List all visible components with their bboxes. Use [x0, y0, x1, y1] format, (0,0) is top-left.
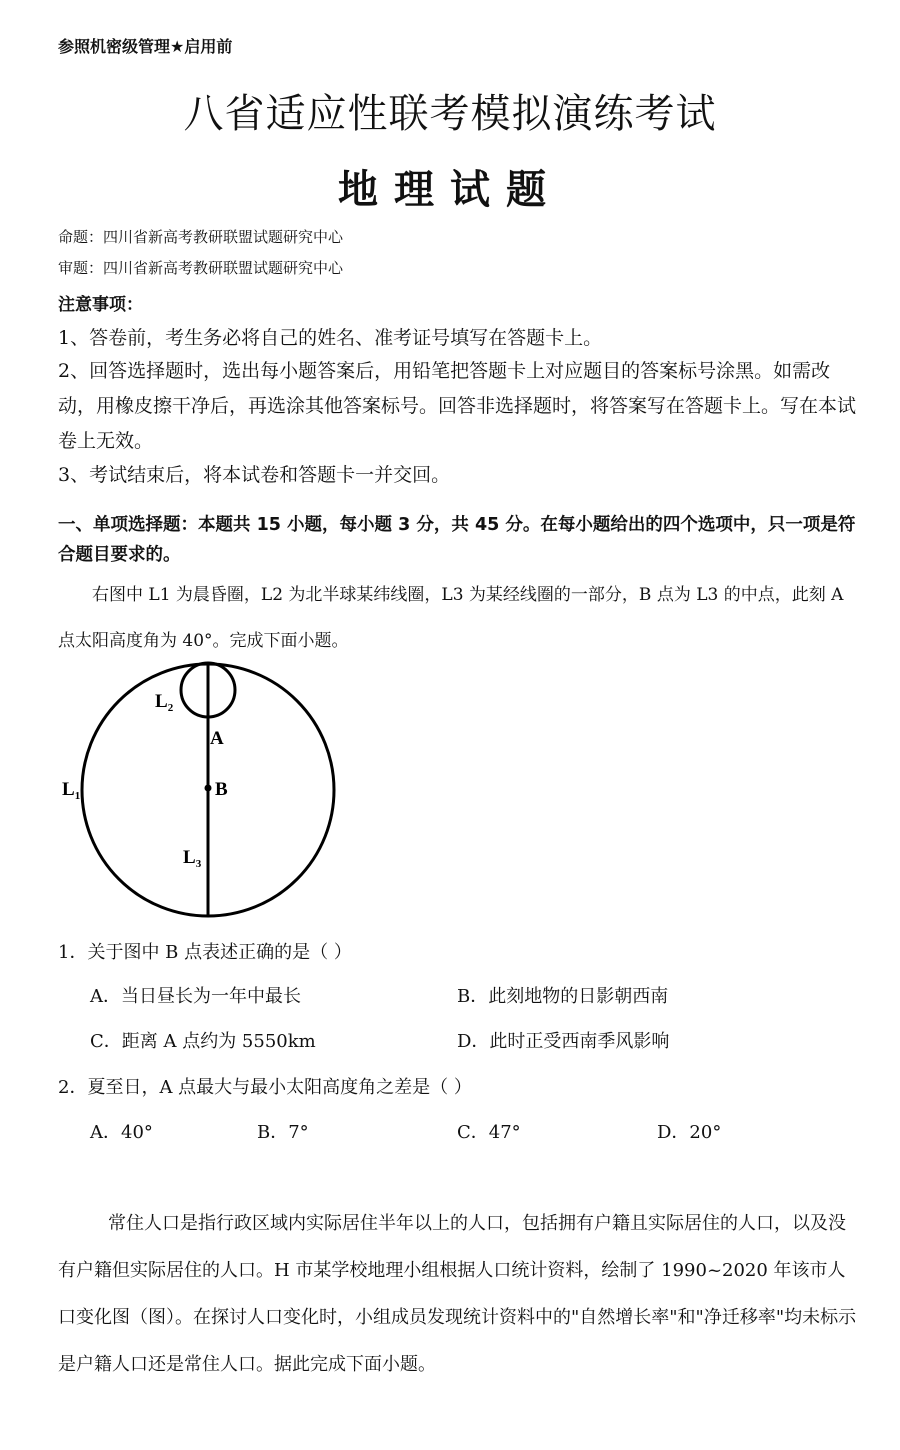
notice-item-2: 2、回答选择题时，选出每小题答案后，用铅笔把答题卡上对应题目的答案标号涂黑。如需改动，用橡皮擦干净后，再选涂其他答案标号。回答非选择题时，将答案写在答题卡上。写在本试卷上无效。	[58, 360, 857, 452]
question-intro	[58, 572, 858, 664]
exam-subject: 地理试题	[338, 167, 562, 213]
label-b: B	[215, 779, 228, 800]
notice-item-1: 1、答卷前，考生务必将自己的姓名、准考证号填写在答题卡上。	[58, 327, 603, 349]
question-1-option-a: A．当日昼长为一年中最长	[90, 986, 301, 1007]
section-heading: 一、单项选择题：本题共 15 小题，每小题 3 分，共 45 分。在每小题给出的四个选项中，只一项是符合题目要求的。	[58, 515, 856, 565]
population-passage-text: 常住人口是指行政区域内实际居住半年以上的人口，包括拥有户籍且实际居住的人口，以及没有户籍但实际居住的人口。H 市某学校地理小组根据人口统计资料，绘制了 1990~2020 年该市人口变化图（图）。在探讨人口变化时，小组成员发现统计资料中的"自然增长率"和"净迁移率"均未标示是户籍人口还是常住人口。据此完成下面小题。	[58, 1213, 857, 1375]
point-b-dot	[205, 785, 212, 792]
label-l3: $L_3$	[183, 847, 202, 870]
confidential-mark: 参照机密级管理★启用前	[58, 37, 233, 56]
exam-title: 八省适应性联考模拟演练考试	[183, 91, 717, 137]
label-l2: $L_2$	[155, 691, 174, 714]
reviewer-line: 审题：四川省新高考教研联盟试题研究中心	[58, 259, 344, 277]
population-passage	[58, 1200, 858, 1388]
question-1-stem: 1．关于图中 B 点表述正确的是（ ）	[58, 942, 352, 963]
daylight-circle-diagram	[55, 655, 355, 925]
question-1-option-d: D．此时正受西南季风影响	[457, 1031, 670, 1052]
question-intro-text: 右图中 L1 为晨昏圈，L2 为北半球某纬线圈，L3 为某经线圈的一部分，B 点为 L3 的中点，此刻 A 点太阳高度角为 40°。完成下面小题。	[58, 585, 844, 651]
question-2-stem: 2．夏至日，A 点最大与最小太阳高度角之差是（ ）	[58, 1077, 472, 1098]
notice-item-3: 3、考试结束后，将本试卷和答题卡一并交回。	[58, 464, 451, 486]
label-l1: $L_1$	[62, 779, 81, 802]
question-1-option-c: C．距离 A 点约为 5550km	[90, 1031, 316, 1052]
question-2-option-d: D．20°	[657, 1122, 722, 1143]
label-a: A	[210, 728, 224, 749]
question-2-option-b: B．7°	[257, 1122, 309, 1143]
question-2-option-a: A．40°	[90, 1122, 153, 1143]
author-line: 命题：四川省新高考教研联盟试题研究中心	[58, 228, 344, 246]
question-1-option-b: B．此刻地物的日影朝西南	[457, 986, 669, 1007]
question-2-option-c: C．47°	[457, 1122, 521, 1143]
notice-heading: 注意事项：	[58, 295, 143, 315]
